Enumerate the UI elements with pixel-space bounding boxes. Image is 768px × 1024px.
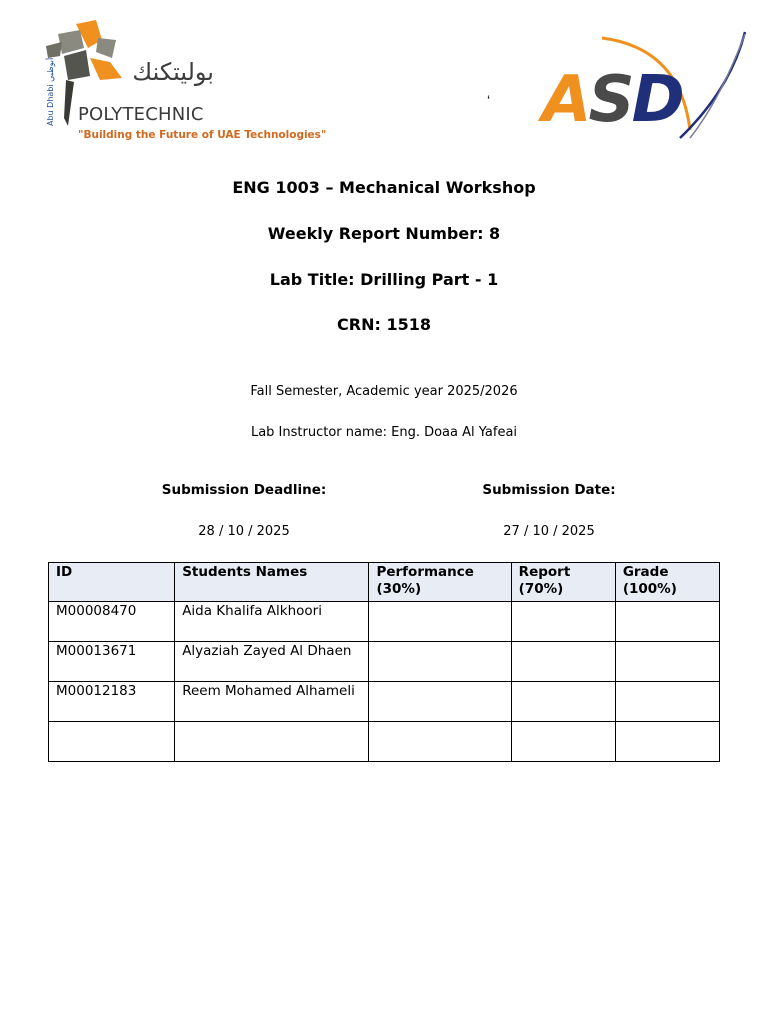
table-row — [49, 682, 720, 722]
report-number: Weekly Report Number: 8 — [267, 224, 501, 243]
cell-id: M00008470 — [49, 602, 175, 642]
cell-id: M00013671 — [49, 642, 175, 682]
asd-letter-a: A — [542, 63, 589, 137]
submission-date-label: Submission Date: — [482, 482, 616, 498]
polytechnic-name: POLYTECHNIC — [78, 104, 204, 125]
header-students-names: Students Names — [175, 563, 369, 602]
cell-grade — [615, 602, 719, 642]
header-performance: Performance (30%) — [369, 563, 511, 602]
stray-mark: ‘ — [487, 92, 491, 108]
course-title: ENG 1003 – Mechanical Workshop — [232, 178, 536, 197]
header-id: ID — [49, 563, 175, 602]
cell-report — [511, 682, 615, 722]
asd-letter-d: D — [631, 63, 682, 137]
asd-letter-s: S — [588, 63, 632, 137]
cell-name: Aida Khalifa Alkhoori — [175, 602, 369, 642]
cell-id — [49, 722, 175, 762]
cell-name — [175, 722, 369, 762]
cell-id: M00012183 — [49, 682, 175, 722]
students-table — [48, 562, 720, 762]
cell-report — [511, 722, 615, 762]
submission-date-value: 27 / 10 / 2025 — [503, 524, 595, 539]
cell-performance — [369, 682, 511, 722]
lab-title: Lab Title: Drilling Part - 1 — [269, 270, 499, 289]
submission-deadline-label: Submission Deadline: — [161, 482, 327, 498]
cell-grade — [615, 682, 719, 722]
asd-logo-text — [542, 63, 682, 137]
polytechnic-tagline: "Building the Future of UAE Technologies" — [78, 129, 327, 141]
table-row — [49, 642, 720, 682]
cell-grade — [615, 642, 719, 682]
cell-name: Alyaziah Zayed Al Dhaen — [175, 642, 369, 682]
submission-deadline-value: 28 / 10 / 2025 — [198, 524, 290, 539]
cell-performance — [369, 642, 511, 682]
header-report: Report (70%) — [511, 563, 615, 602]
polytechnic-arabic-name: بوليتكنك — [132, 58, 214, 86]
cell-performance — [369, 602, 511, 642]
cell-name: Reem Mohamed Alhameli — [175, 682, 369, 722]
instructor: Lab Instructor name: Eng. Doaa Al Yafeai — [250, 425, 518, 440]
polytechnic-side-text: Abu Dhabi أبوظبي — [46, 57, 55, 126]
cell-report — [511, 642, 615, 682]
cell-performance — [369, 722, 511, 762]
cell-grade — [615, 722, 719, 762]
table-row — [49, 722, 720, 762]
cell-report — [511, 602, 615, 642]
crn: CRN: 1518 — [337, 315, 431, 334]
table-row — [49, 602, 720, 642]
header-grade: Grade (100%) — [615, 563, 719, 602]
table-header-row — [49, 563, 720, 602]
semester: Fall Semester, Academic year 2025/2026 — [250, 384, 518, 399]
